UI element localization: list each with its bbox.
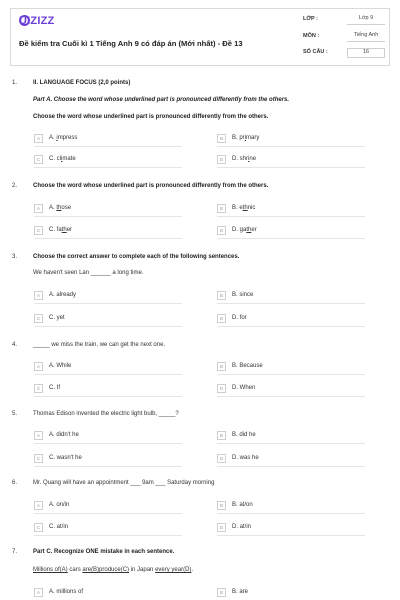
meta-count [303,49,387,61]
part-instruction: Part A. Choose the word whose underlined part is pronounced differently from the others. [33,97,290,103]
question-sentence: We haven't seen Lan ______ a long time. [33,270,144,276]
meta-class-label: LỚP : [303,16,318,22]
option-letter-box: C [34,155,43,164]
option-letter-box: D [217,384,226,393]
option-letter-box: D [217,226,226,235]
worksheet-title: Đề kiểm tra Cuối kì 1 Tiếng Anh 9 có đáp án (Mới nhất) - Đề 13 [19,39,243,48]
option-letter-box: A [34,134,43,143]
question-number: 2. [12,183,18,189]
option-letter-box: A [34,291,43,300]
quizizz-logo [19,15,54,27]
option-letter-box: A [34,204,43,213]
option-letter-box: D [217,155,226,164]
option-letter-box: C [34,523,43,532]
option-letter-box: D [217,314,226,323]
question-number: 3. [12,254,18,260]
option-letter-box: B [217,588,226,597]
option-letter-box: C [34,314,43,323]
question-number: 5. [12,411,18,417]
question-prompt: Choose the correct answer to complete each of the following sentences. [33,254,240,260]
option-letter-box: C [34,226,43,235]
option-letter-box: D [217,454,226,463]
option-letter-box: A [34,501,43,510]
question-prompt: Mr. Quang will have an appointment ___ 9am ___ Saturday morning [33,480,215,486]
meta-class [303,16,387,28]
question-prompt: Thomas Edison invented the electric light bulb, _____? [33,411,179,417]
meta-subject [303,33,387,45]
option-letter-box: B [217,291,226,300]
question-prompt: Choose the word whose underlined part is pronounced differently from the others. [33,114,269,120]
question-number: 4. [12,342,18,348]
option-letter-box: A [34,362,43,371]
option-letter-box: C [34,454,43,463]
question-prompt: Part C. Recognize ONE mistake in each sentence. [33,549,175,555]
question-prompt: _____ we miss the train, we can get the next one. [33,342,166,348]
worksheet-header [10,8,390,66]
meta-count-value: 16 [347,48,385,58]
option-letter-box: B [217,431,226,440]
option-letter-box: A [34,588,43,597]
logo-q-mark [19,15,30,26]
question-number: 7. [12,549,18,555]
option-letter-box: C [34,384,43,393]
option-letter-box: B [217,204,226,213]
question-number: 1. [12,80,18,86]
option-letter-box: B [217,501,226,510]
question-sentence: Millions of(A) cars are(B)produce(C) in Japan every year(D). [33,567,194,573]
option-letter-box: D [217,523,226,532]
logo-text: UIZIZZ [19,15,55,27]
question-number: 6. [12,480,18,486]
meta-subject-label: MÔN : [303,33,320,39]
section-heading: II. LANGUAGE FOCUS (2,0 points) [33,80,131,86]
option-letter-box: A [34,431,43,440]
option-letter-box: B [217,362,226,371]
meta-subject-value: Tiếng Anh [347,32,385,42]
option-letter-box: B [217,134,226,143]
meta-count-label: SỐ CÂU : [303,49,328,55]
question-prompt: Choose the word whose underlined part is pronounced differently from the others. [33,183,269,189]
meta-class-value: Lớp 9 [347,15,385,25]
